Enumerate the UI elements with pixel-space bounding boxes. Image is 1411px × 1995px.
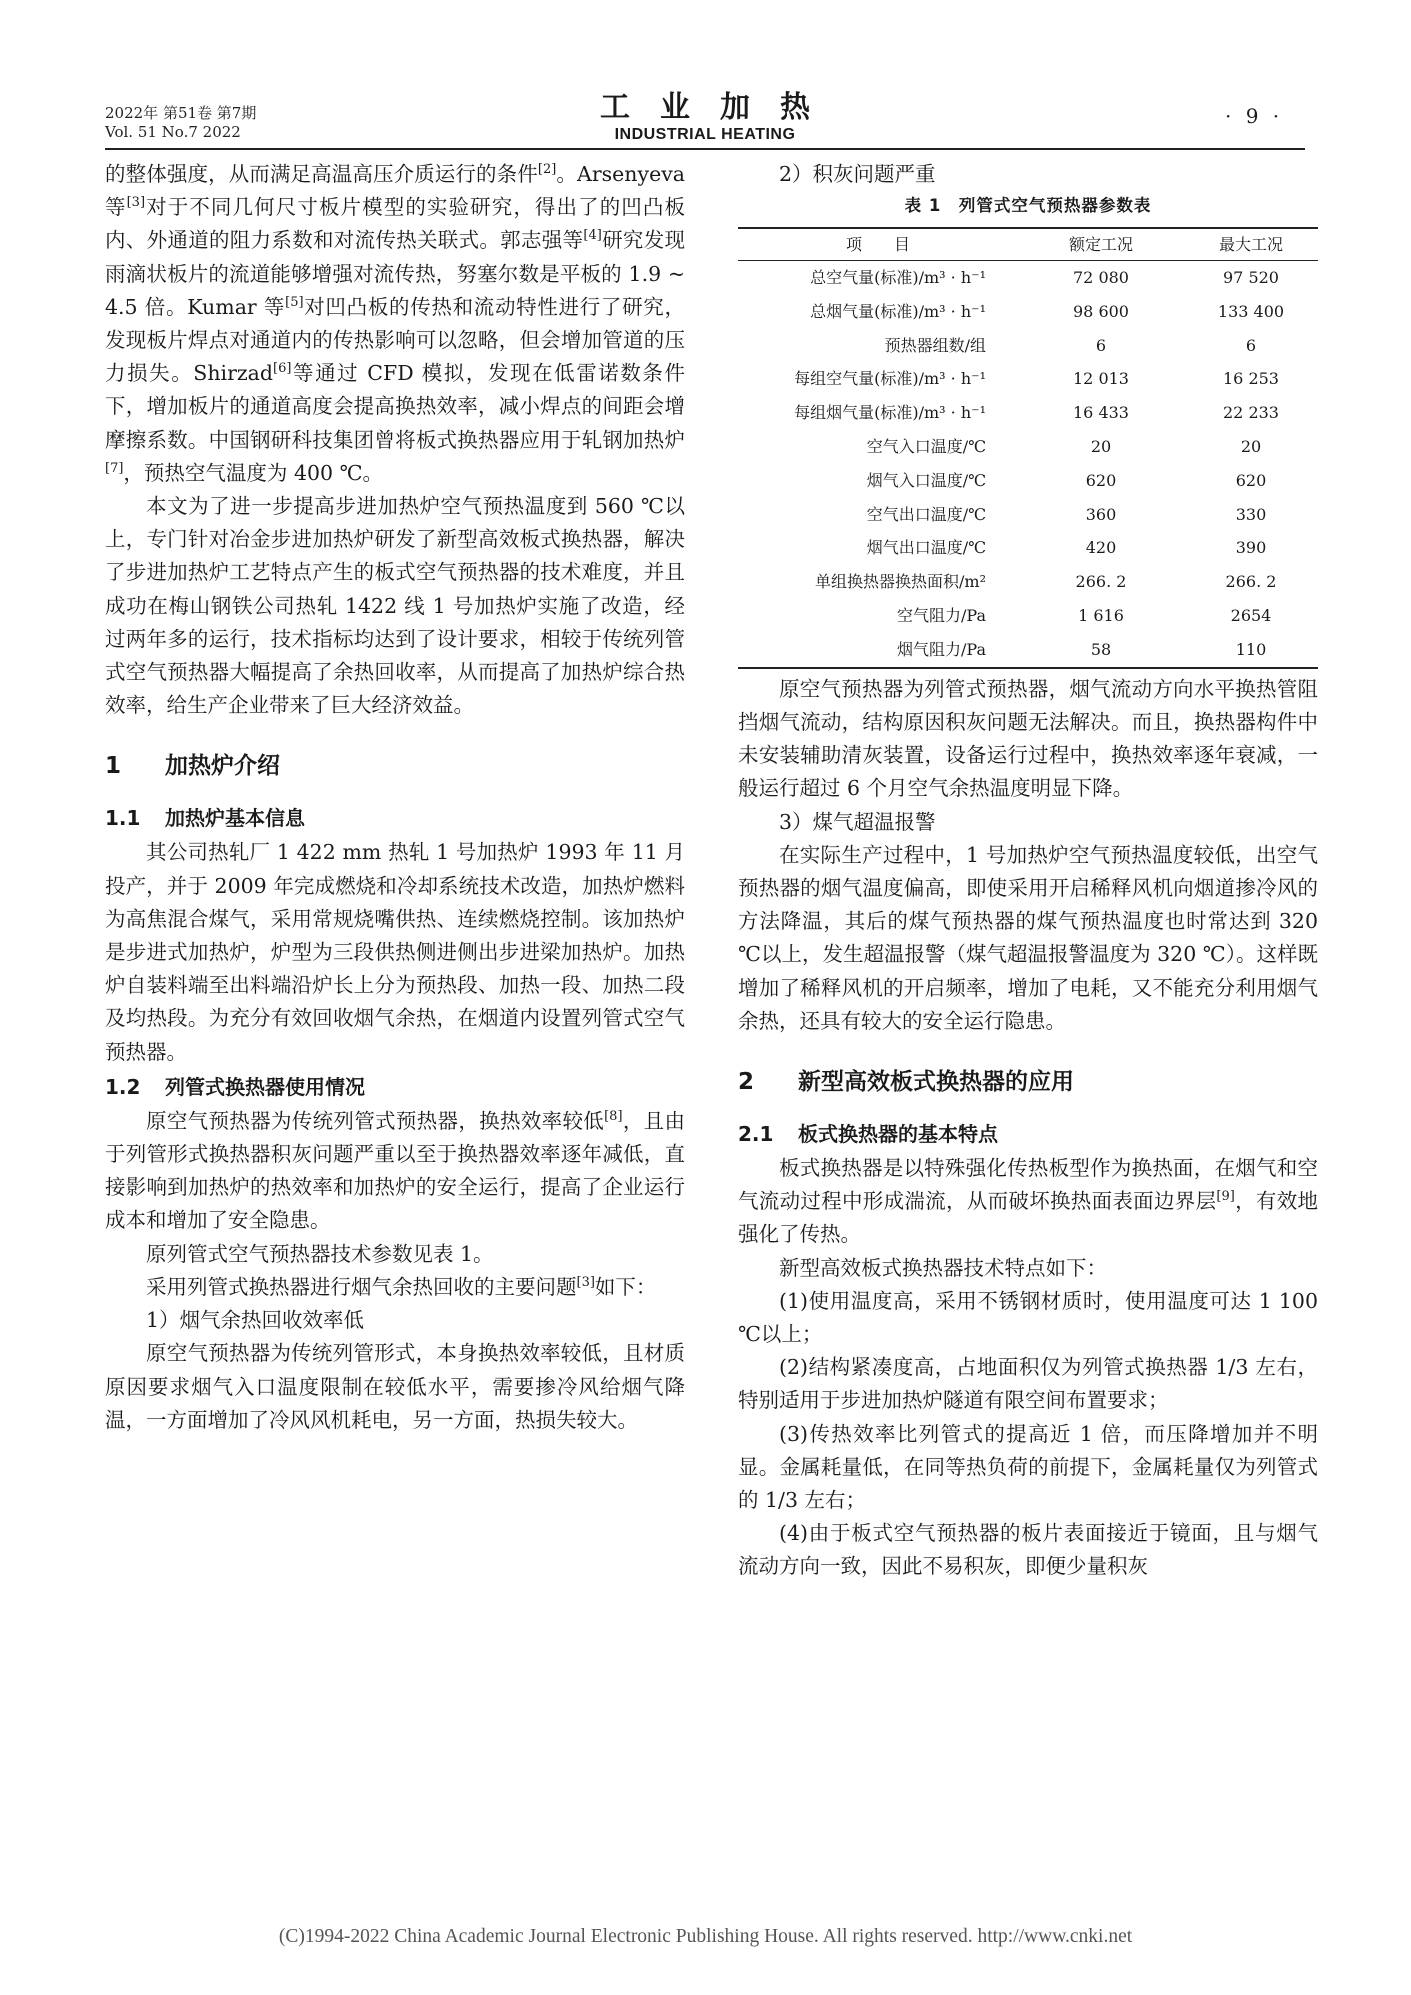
citation-8[interactable]: [8] (604, 1108, 623, 1124)
feature-item-1: (1)使用温度高，采用不锈钢材质时，使用温度可达 1 100 ℃以上； (738, 1288, 1318, 1347)
citation-9[interactable]: [9] (1216, 1189, 1235, 1205)
table-cell-max: 22 233 (1223, 403, 1279, 423)
paragraph-purpose: 本文为了进一步提高步进加热炉空气预热温度到 560 ℃以上，专门针对冶金步进加热炉研发了新型高效板式换热器，解决了步进加热炉工艺特点产生的板式空气预热器的技术难度，并且成功在梅山钢铁公司热轧 1422 线 1 号加热炉实施了改造，经过两年多的运行，技术指标均达到了设计要求，相较于传统列管式空气预热器大幅提高了余热回收率，从而提高了加热炉综合热效率，给生产企业带来了巨大经济效益。 (105, 494, 685, 718)
table-row (738, 261, 1318, 295)
section-heading-2: 2 新型高效板式换热器的应用 (738, 1069, 1074, 1095)
right-column (738, 158, 1318, 1584)
table-cell-max: 6 (1245, 335, 1257, 355)
table-row (738, 464, 1318, 498)
paragraph-intro-tail: 的整体强度，从而满足高温高压介质运行的条件[2]。Arsenyeva 等[3]对于不同几何尺寸板片模型的实验研究，得出了的凹凸板内、外通道的阻力系数和对流传热关联式。郭志强等[4]研究发现雨滴状板片的流道能够增强对流传热，努塞尔数是平板的 1.9 ~ 4.5 倍。Kumar 等[5]对凹凸板的传热和流动特性进行了研究，发现板片焊点对通道内的传热影响可以忽略，但会增加管道的压力损失。Shirzad[6]等通过 CFD 模拟，发现在低雷诺数条件下，增加板片的通道高度会提高换热效率，减小焊点的间距会增摩擦系数。中国钢研科技集团曾将板式换热器应用于轧钢加热炉[7]，预热空气温度为 400 ℃。 (105, 162, 686, 485)
subsection-heading-1-2: 1.2 列管式换热器使用情况 (105, 1074, 365, 1099)
section-heading-1: 1 加热炉介绍 (105, 753, 280, 780)
table-row (738, 565, 1318, 599)
table-cell-max: 16 253 (1223, 369, 1279, 389)
table-cell-max: 133 400 (1217, 301, 1285, 321)
journal-title: 工业加热 (600, 90, 840, 125)
left-column (105, 158, 685, 1437)
problem-item-3-text: 在实际生产过程中，1 号加热炉空气预热温度较低，出空气预热器的烟气温度偏高，即使采用开启稀释风机向烟道掺冷风的方法降温，其后的煤气预热器的煤气预热温度也时常达到 320 ℃以上，发生超温报警（煤气超温报警温度为 320 ℃）。这样既增加了稀释风机的开启频率，增加了电耗，又不能充分利用烟气余热，还具有较大的安全运行隐患。 (738, 842, 1318, 1033)
table-cell-label: 烟气阻力/Pa (738, 633, 1018, 668)
table-row (738, 633, 1318, 668)
citation-7[interactable]: [7] (105, 460, 124, 476)
table-caption: 表 1 列管式空气预热器参数表 (904, 196, 1152, 216)
table-header-max: 最大工况 (1184, 228, 1318, 261)
problem-item-1-text: 原空气预热器为传统列管形式，本身换热效率较低，且材质原因要求烟气入口温度限制在较低水平，需要掺冷风给烟气降温，一方面增加了冷风风机耗电，另一方面，热损失较大。 (105, 1341, 685, 1432)
table-cell-label: 空气阻力/Pa (897, 606, 986, 626)
paragraph-furnace-info: 其公司热轧厂 1 422 mm 热轧 1 号加热炉 1993 年 11 月投产，并于 2009 年完成燃烧和冷却系统技术改造，加热炉燃料为高焦混合煤气，采用常规烧嘴供热、连续燃烧控制。该加热炉是步进式加热炉，炉型为三段供热侧进侧出步进梁加热炉。加热炉自装料端至出料端沿炉长上分为预热段、加热一段、加热二段及均热段。为充分有效回收烟气余热，在烟道内设置列管式空气预热器。 (105, 840, 685, 1064)
copyright-footer: (C)1994-2022 China Academic Journal Electronic Publishing House. All rights reserved. http://www.cnki.net (278, 1926, 1133, 1947)
problem-item-3-title: 3）煤气超温报警 (779, 809, 936, 834)
subsection-heading-2-1: 2.1 板式换热器的基本特点 (738, 1122, 998, 1146)
table-header-item: 项 目 (738, 228, 1018, 261)
journal-title-en: INDUSTRIAL HEATING (614, 126, 796, 143)
table-cell-rated: 6 (1095, 335, 1107, 355)
table-cell-label: 总烟气量(标准)/m³ · h⁻¹ (810, 301, 986, 321)
table-header-rated: 额定工况 (1018, 228, 1184, 261)
table-cell-rated: 620 (1085, 470, 1117, 490)
table-cell-rated: 420 (1085, 538, 1117, 558)
table-cell-max: 110 (1184, 633, 1318, 668)
feature-item-3: (3)传热效率比列管式的提高近 1 倍，而压降增加并不明显。金属耗量低，在同等热负荷的前提下，金属耗量仅为列管式的 1/3 左右； (738, 1421, 1318, 1513)
table-row (738, 498, 1318, 532)
table-cell-label: 烟气出口温度/℃ (866, 538, 986, 558)
table-cell-max: 20 (1240, 437, 1262, 457)
citation-4[interactable]: [4] (583, 228, 602, 244)
citation-5[interactable]: [5] (285, 294, 304, 310)
table-cell-max: 2654 (1230, 606, 1272, 626)
table-cell-label: 空气入口温度/℃ (866, 437, 986, 457)
paragraph-features-intro: 新型高效板式换热器技术特点如下： (779, 1255, 1107, 1280)
table-cell-rated: 20 (1090, 437, 1112, 457)
table-cell-label: 总空气量(标准)/m³ · h⁻¹ (810, 268, 986, 288)
citation-6[interactable]: [6] (273, 361, 292, 377)
table-row (738, 363, 1318, 397)
table-cell-rated: 266. 2 (1075, 572, 1127, 592)
table-cell-rated: 58 (1018, 633, 1184, 668)
table-row (738, 396, 1318, 430)
table-cell-rated: 16 433 (1073, 403, 1129, 423)
table-cell-max: 620 (1235, 470, 1267, 490)
feature-item-4: (4)由于板式空气预热器的板片表面接近于镜面，且与烟气流动方向一致，因此不易积灰，即便少量积灰 (738, 1521, 1318, 1579)
paragraph-problems-intro: 采用列管式换热器进行烟气余热回收的主要问题[3]如下： (146, 1274, 657, 1299)
problem-item-1-title: 1）烟气余热回收效率低 (146, 1308, 365, 1333)
table-cell-rated: 360 (1085, 504, 1117, 524)
table-cell-label: 空气出口温度/℃ (866, 504, 986, 524)
table-cell-rated: 1 616 (1078, 606, 1124, 626)
problem-item-2-title: 2）积灰问题严重 (779, 162, 936, 186)
table-header-row (738, 228, 1318, 261)
table-cell-max: 390 (1235, 538, 1267, 558)
citation-2[interactable]: [2] (537, 162, 557, 177)
citation-3b[interactable]: [3] (576, 1274, 595, 1290)
table-cell-max: 266. 2 (1225, 572, 1277, 592)
table-cell-label: 烟气入口温度/℃ (866, 470, 986, 490)
paragraph-table-reference: 原列管式空气预热器技术参数见表 1。 (146, 1241, 494, 1266)
issue-line-cn: 2022年 第51卷 第7期 (105, 104, 257, 122)
problem-item-2-text: 原空气预热器为列管式预热器，烟气流动方向水平换热管阻挡烟气流动，结构原因积灰问题无法解决。而且，换热器构件中未安装辅助清灰装置，设备运行过程中，换热效率逐年衰减，一般运行超过 6 个月空气余热温度明显下降。 (738, 676, 1318, 801)
table-cell-label: 每组空气量(标准)/m³ · h⁻¹ (794, 369, 986, 389)
table-cell-label: 预热器组数/组 (884, 335, 986, 355)
table-cell-max: 97 520 (1223, 268, 1279, 288)
table-cell-label: 单组换热器换热面积/m² (815, 572, 986, 592)
table-cell-max: 330 (1235, 504, 1267, 524)
header-rule (105, 148, 1305, 150)
table-row (738, 329, 1318, 363)
issue-line-en: Vol. 51 No.7 2022 (105, 123, 241, 141)
subsection-heading-1-1: 1.1 加热炉基本信息 (105, 806, 305, 831)
table-cell-rated: 72 080 (1073, 268, 1129, 288)
paragraph-tube-preheater: 原空气预热器为传统列管式预热器，换热效率较低[8]，且由于列管形式换热器积灰问题严重以至于换热器效率逐年减低，直接影响到加热炉的热效率和加热炉的安全运行，提高了企业运行成本和增加了安全隐患。 (105, 1108, 686, 1233)
table-row (738, 430, 1318, 464)
table-cell-rated: 12 013 (1073, 369, 1129, 389)
parameter-table (738, 227, 1318, 669)
table-cell-label: 每组烟气量(标准)/m³ · h⁻¹ (794, 403, 986, 423)
table-row (738, 295, 1318, 329)
citation-3[interactable]: [3] (126, 195, 146, 211)
feature-item-2: (2)结构紧凑度高，占地面积仅为列管式换热器 1/3 左右，特别适用于步进加热炉隧道有限空间布置要求； (738, 1355, 1318, 1413)
paragraph-plate-basics: 板式换热器是以特殊强化传热板型作为换热面，在烟气和空气流动过程中形成湍流，从而破坏换热面表面边界层[9]，有效地强化了传热。 (738, 1156, 1319, 1247)
journal-issue-info (105, 104, 256, 142)
journal-masthead (520, 90, 890, 144)
table-row (738, 599, 1318, 633)
table-row (738, 532, 1318, 566)
table-cell-rated: 98 600 (1073, 301, 1129, 321)
page-number: · 9 · (1225, 104, 1284, 128)
